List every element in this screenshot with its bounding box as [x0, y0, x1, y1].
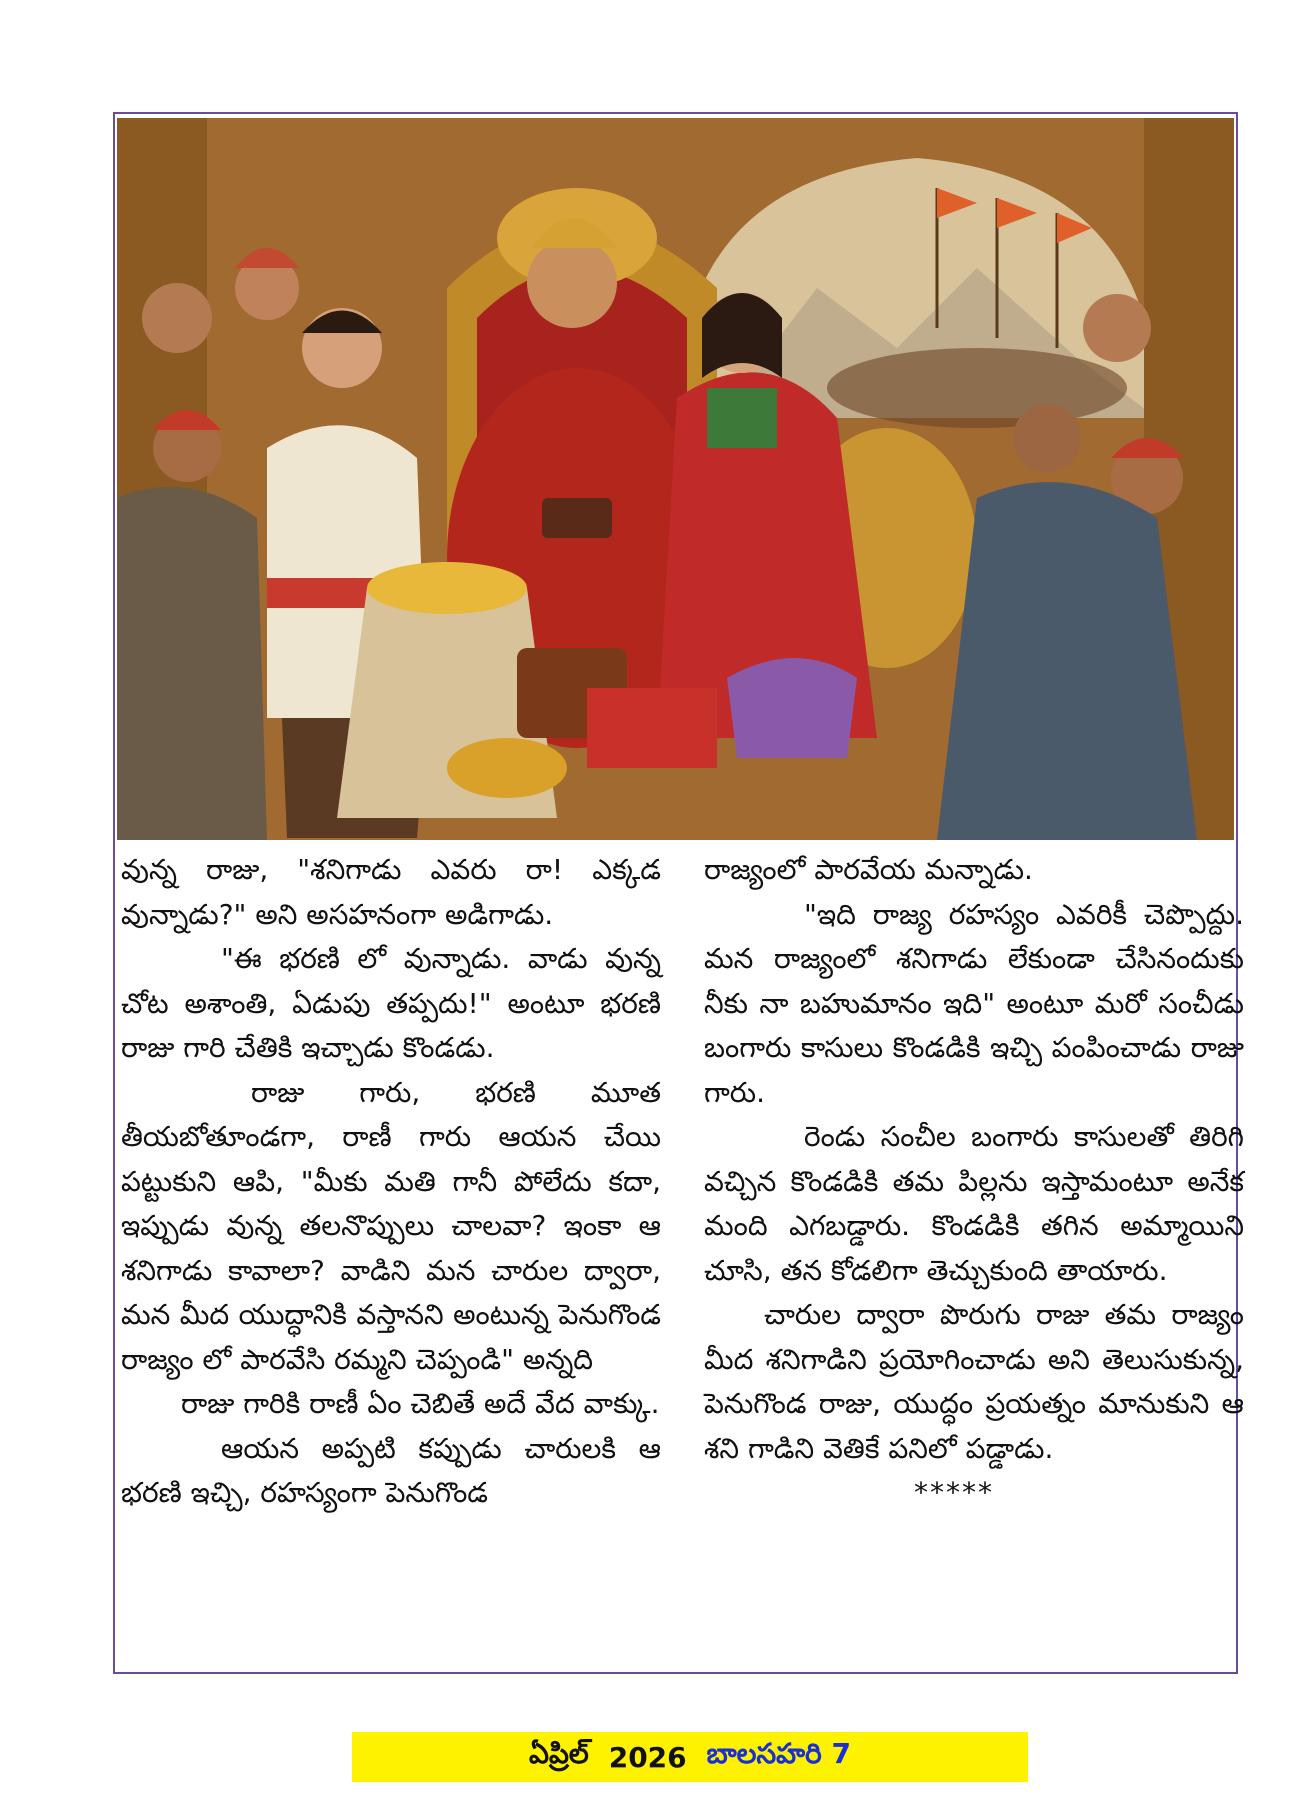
story-text-columns	[121, 848, 1244, 1668]
paragraph: ఆయన అప్పటి కప్పుడు చారులకి ఆ భరణి ఇచ్చి, రహస్యంగా పెనుగొండ	[121, 1431, 661, 1509]
jewel-box-icon	[542, 498, 612, 538]
footer-magazine-page: బాలసహరి 7	[706, 1737, 851, 1770]
story-frame	[113, 112, 1244, 1674]
story-illustration	[117, 118, 1234, 840]
paragraph: చారుల ద్వారా పొరుగు రాజు తమ రాజ్యం మీద శనిగాడిని ప్రయోగించాడు అని తెలుసుకున్న, పెనుగొండ రాజు, యుద్ధం ప్రయత్నం మానుకుని ఆ శని గాడిని వెతికే పనిలో పడ్డాడు.	[704, 1298, 1244, 1465]
paragraph: రాజు గారు, భరణి మూత తీయబోతూండగా, రాణీ గారు ఆయన చేయి పట్టుకుని ఆపి, "మీకు మతి గానీ పోలేదు కదా, ఇప్పుడు వున్న తలనొప్పులు చాలవా? ఇంకా ఆ శనిగాడు కావాలా? వాడిని మన చారుల ద్వారా, మన మీద యుద్ధానికి వస్తానని అంటున్న పెనుగొండ రాజ్యం లో పారవేసి రమ్మని చెప్పండి" అన్నది	[121, 1075, 661, 1376]
end-marker: *****	[914, 1476, 994, 1509]
right-text-column	[704, 848, 1244, 1516]
paragraph: రాజ్యంలో పారవేయ మన్నాడు.	[704, 853, 1033, 886]
paragraph: "ఈ భరణి లో వున్నాడు. వాడు వున్న చోట అశాంతి, ఏడుపు తప్పదు!" అంటూ భరణి రాజు గారి చేతికి ఇచ్చాడు కొండడు.	[121, 942, 661, 1064]
footer-month: ఏప్రిల్	[529, 1737, 589, 1770]
left-text-column	[121, 848, 661, 1516]
footer-year: 2026	[608, 1740, 687, 1774]
paragraph: రాజు గారికి రాణీ ఏం చెబితే అదే వేద వాక్కు.	[181, 1387, 660, 1420]
paragraph: "ఇది రాజ్య రహస్యం ఎవరికీ చెప్పొద్దు. మన రాజ్యంలో శనిగాడు లేకుండా చేసినందుకు నీకు నా బహుమానం ఇది" అంటూ మరో సంచీడు బంగారు కాసులు కొండడికి ఇచ్చి పంపించాడు రాజు గారు.	[704, 897, 1244, 1109]
paragraph: రెండు సంచీల బంగారు కాసులతో తిరిగి వచ్చిన కొండడికి తమ పిల్లను ఇస్తామంటూ అనేక మంది ఎగబడ్డారు. కొండడికి తగిన అమ్మాయిని చూసి, తన కోడలిగా తెచ్చుకుంది తాయారు.	[704, 1120, 1244, 1287]
paragraph: వున్న రాజు, "శనిగాడు ఎవరు రా! ఎక్కడ వున్నాడు?" అని అసహనంగా అడిగాడు.	[121, 853, 661, 931]
royal-court-painting	[117, 118, 1234, 840]
page-footer	[352, 1732, 1028, 1782]
